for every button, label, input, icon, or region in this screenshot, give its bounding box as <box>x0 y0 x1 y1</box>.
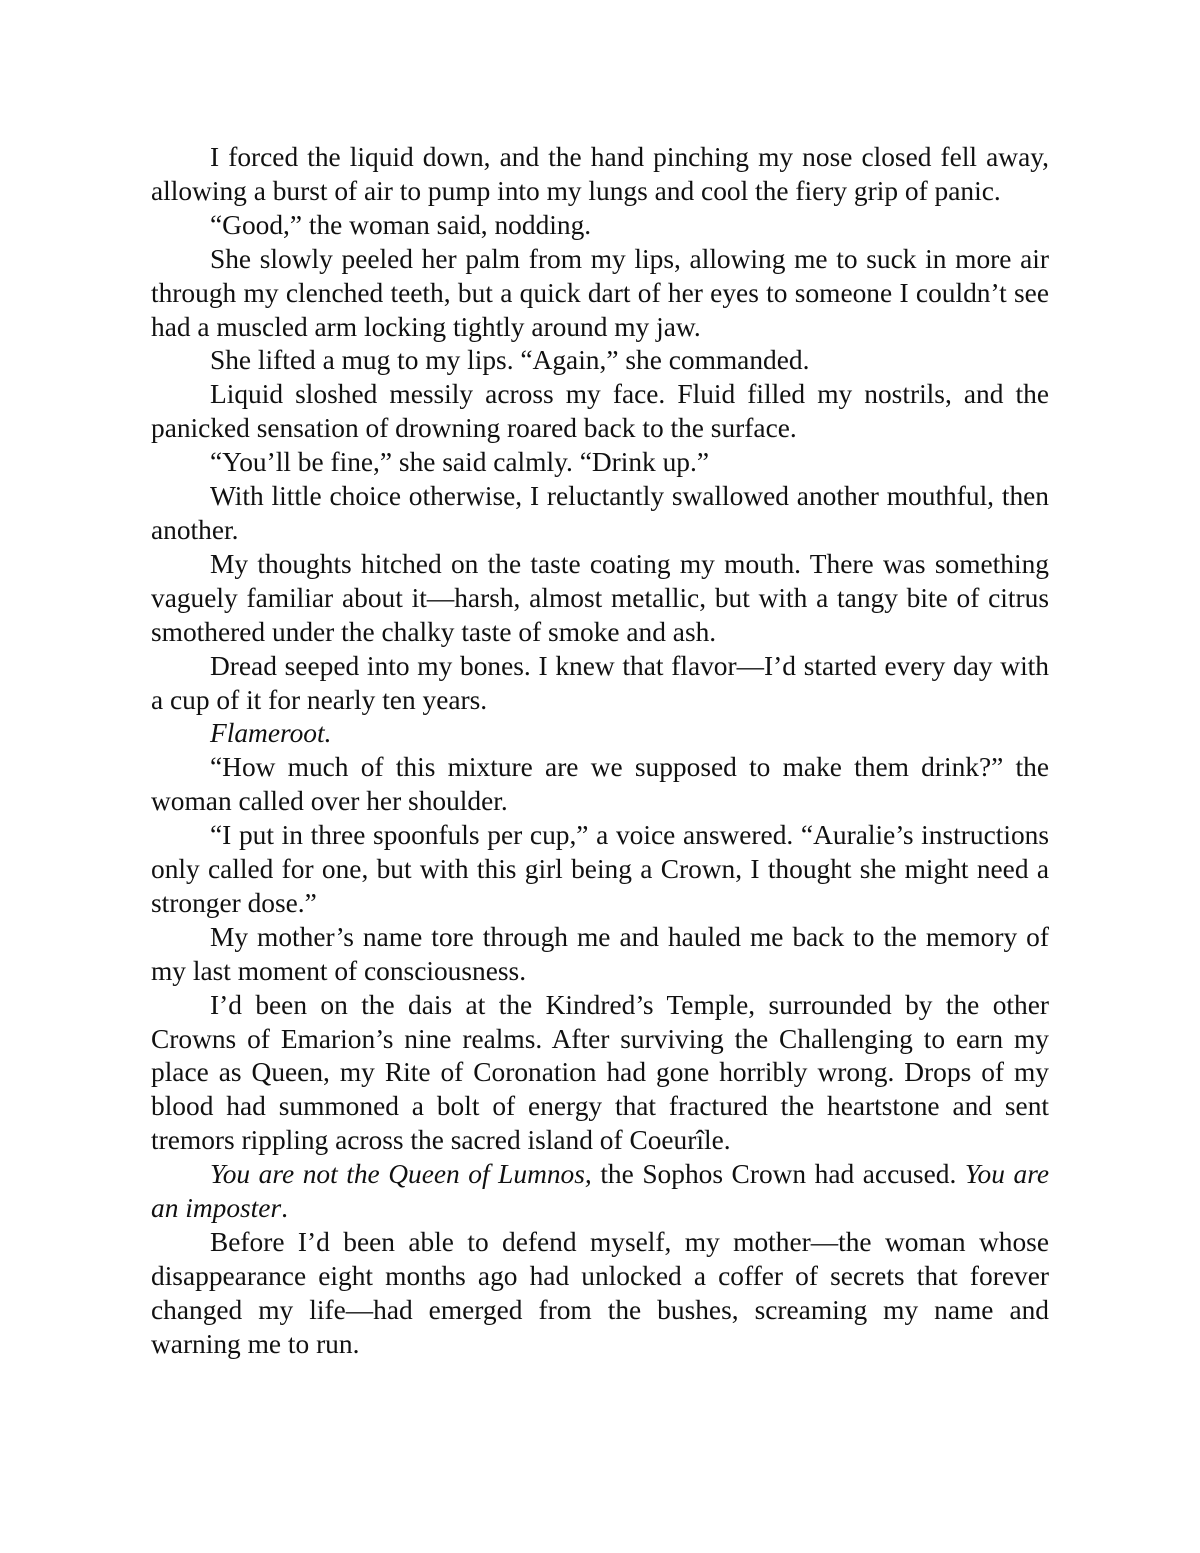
text-run: . <box>281 1193 288 1224</box>
text-run: Before I’d been able to defend myself, my mother—the woman whose disappearance eight months ago had unlocked a coffer of secrets that forever changed my life—had emerged from the bushes, screaming my name and warning me to run. <box>151 1227 1049 1359</box>
book-page-body <box>151 141 1049 1362</box>
paragraph <box>151 921 1049 989</box>
text-run: Liquid sloshed messily across my face. Fluid filled my nostrils, and the panicked sensation of drowning roared back to the surface. <box>151 379 1049 444</box>
paragraph <box>151 344 1049 378</box>
text-run: My thoughts hitched on the taste coating my mouth. There was something vaguely familiar about it—harsh, almost metallic, but with a tangy bite of citrus smothered under the chalky taste of smoke and ash. <box>151 548 1049 647</box>
text-run: “I put in three spoonfuls per cup,” a voice answered. “Auralie’s instructions only called for one, but with this girl being a Crown, I thought she might need a stronger dose.” <box>151 820 1049 918</box>
paragraph <box>151 1226 1049 1362</box>
text-run: I’d been on the dais at the Kindred’s Temple, surrounded by the other Crowns of Emarion’s nine realms. After surviving the Challenging to earn my place as Queen, my Rite of Coronation had gone horribly wrong. Drops of my blood had summoned a bolt of energy that fractured the heartstone and sent tremors rippling across the sacred island of Coeurîle. <box>151 989 1049 1156</box>
text-run: the Sophos Crown had accused. <box>591 1159 965 1190</box>
paragraph <box>151 1158 1049 1226</box>
paragraph <box>151 480 1049 548</box>
text-run: With little choice otherwise, I reluctantly swallowed another mouthful, then another. <box>151 481 1049 545</box>
text-run: “Good,” the woman said, nodding. <box>210 209 592 240</box>
italic-text: You are not the Queen of Lumnos, <box>210 1159 592 1190</box>
text-run: She lifted a mug to my lips. “Again,” she commanded. <box>210 345 810 376</box>
paragraph <box>151 650 1049 718</box>
paragraph <box>151 378 1049 446</box>
paragraph <box>151 751 1049 819</box>
paragraph <box>151 819 1049 921</box>
paragraph <box>151 209 1049 243</box>
text-run: My mother’s name tore through me and hauled me back to the memory of my last moment of consciousness. <box>151 921 1049 986</box>
text-run: She slowly peeled her palm from my lips, allowing me to suck in more air through my clenched teeth, but a quick dart of her eyes to someone I couldn’t see had a muscled arm locking tightly around my jaw. <box>151 243 1049 342</box>
paragraph <box>151 141 1049 209</box>
paragraph <box>151 446 1049 480</box>
text-run: “How much of this mixture are we supposed to make them drink?” the woman called over her shoulder. <box>151 752 1049 817</box>
italic-text: You are an imposter <box>151 1159 1049 1224</box>
text-run: Dread seeped into my bones. I knew that flavor—I’d started every day with a cup of it for nearly ten years. <box>151 650 1049 715</box>
italic-text: Flameroot. <box>210 718 332 749</box>
paragraph <box>151 548 1049 650</box>
text-run: I forced the liquid down, and the hand pinching my nose closed fell away, allowing a burst of air to pump into my lungs and cool the fiery grip of panic. <box>151 142 1049 206</box>
text-run: “You’ll be fine,” she said calmly. “Drink up.” <box>210 447 709 478</box>
paragraph <box>151 989 1049 1159</box>
paragraph <box>151 717 1049 751</box>
paragraph <box>151 243 1049 345</box>
